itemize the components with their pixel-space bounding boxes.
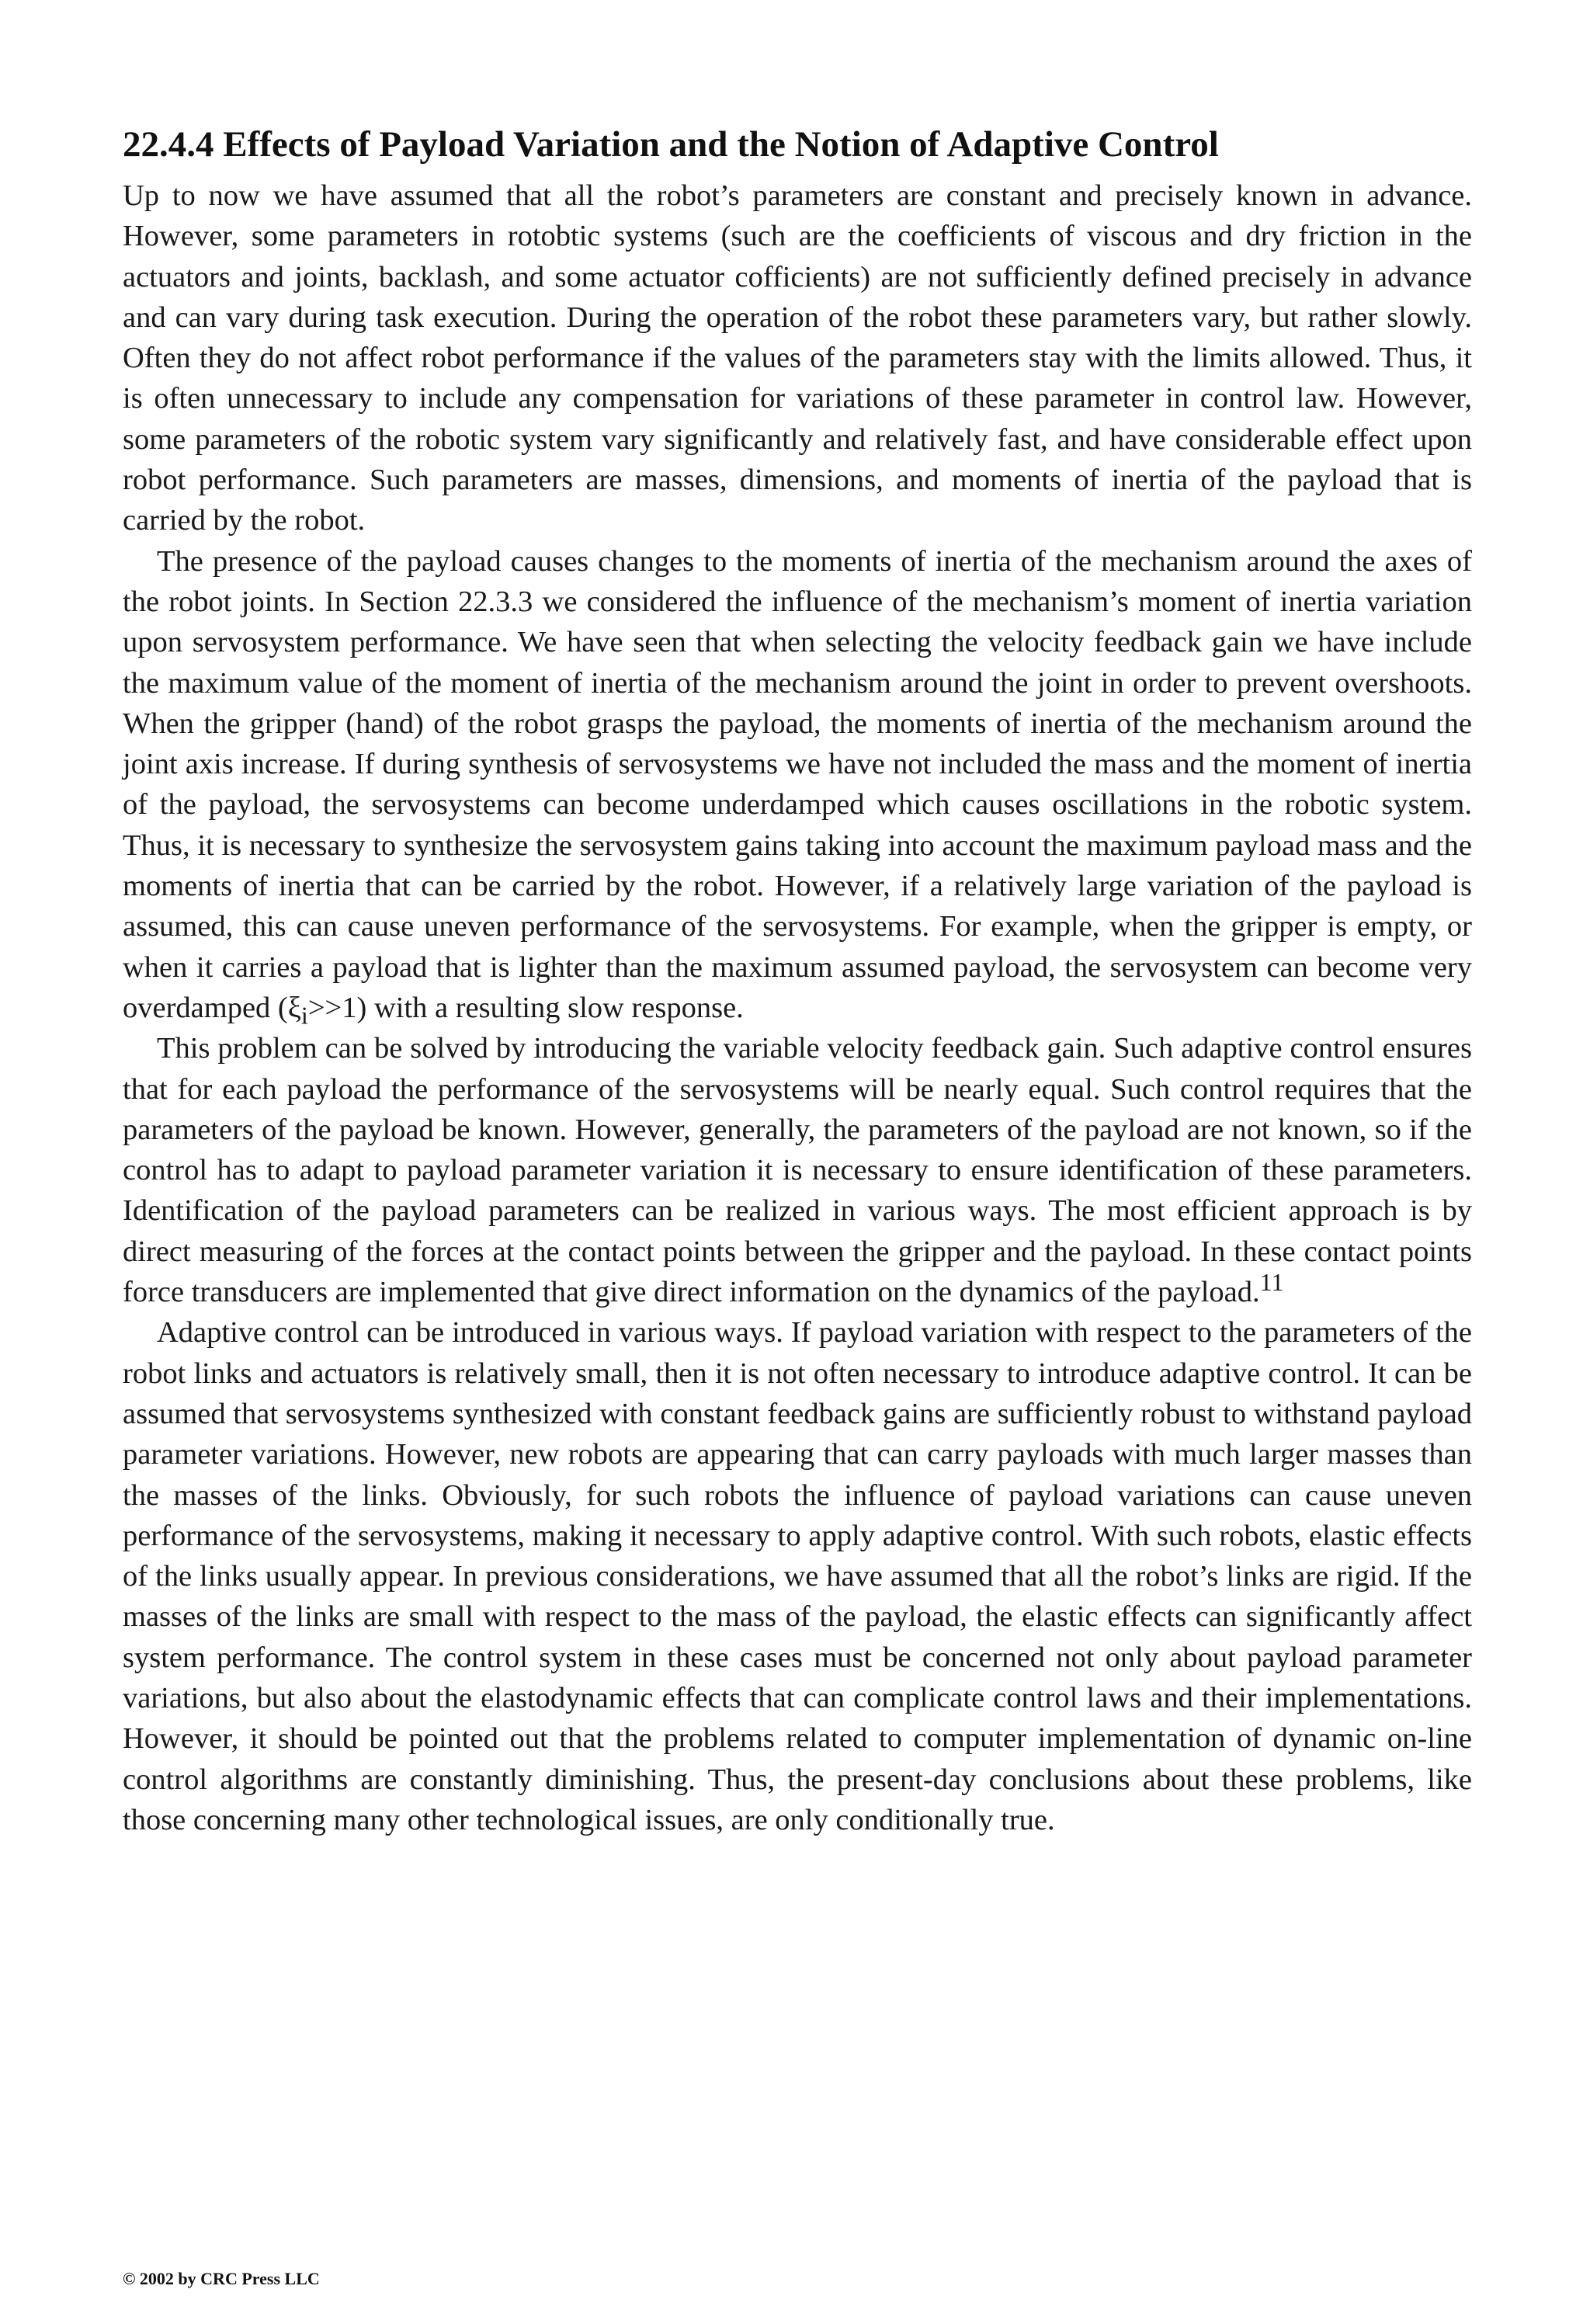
document-page: [123, 123, 1472, 1840]
paragraph-3-text: This problem can be solved by introducing the variable velocity feedback gain. Such adaptive control ensures that for each payload the performance of the servosystems will be nearly equal. Such control requires that the parameters of the payload be known. However, generally, the parameters of the payload are not known, so if the control has to adapt to payload parameter variation it is necessary to ensure identification of these parameters. Identification of the payload parameters can be realized in various ways. The most efficient approach is by direct measuring of the forces at the contact points between the gripper and the payload. In these contact points force transducers are implemented that give direct information on the dynamics of the payload.: [123, 1032, 1472, 1309]
damping-ratio-subscript: i: [300, 1001, 308, 1030]
paragraph-2: [123, 541, 1472, 1029]
paragraph-3: [123, 1028, 1472, 1312]
footnote-reference: 11: [1259, 1268, 1284, 1297]
paragraph-2-text-after: >>1) with a resulting slow response.: [307, 991, 744, 1024]
copyright-footer: © 2002 by CRC Press LLC: [123, 2269, 320, 2288]
paragraph-2-text-before: The presence of the payload causes changes to the moments of inertia of the mechanism around the axes of the robot joints. In Section 22.3.3 we considered the influence of the mechanism’s moment of inertia variation upon servosystem performance. We have seen that when selecting the velocity feedback gain we have include the maximum value of the moment of inertia of the mechanism around the joint in order to prevent overshoots. When the gripper (hand) of the robot grasps the payload, the moments of inertia of the mechanism around the joint axis increase. If during synthesis of servosystems we have not included the mass and the moment of inertia of the payload, the servosystems can become underdamped which causes oscillations in the robotic system. Thus, it is necessary to synthesize the servosystem gains taking into account the maximum payload mass and the moments of inertia that can be carried by the robot. However, if a relatively large variation of the payload is assumed, this can cause uneven performance of the servosystems. For example, when the gripper is empty, or when it carries a payload that is lighter than the maximum assumed payload, the servosystem can become very overdamped (: [123, 544, 1472, 1024]
paragraph-1: Up to now we have assumed that all the robot’s parameters are constant and precisely known in advance. However, some parameters in rotobtic systems (such are the coefficients of viscous and dry friction in the actuators and joints, backlash, and some actuator cofficients) are not sufficiently defined precisely in advance and can vary during task execution. During the operation of the robot these parameters vary, but rather slowly. Often they do not affect robot performance if the values of the parameters stay with the limits allowed. Thus, it is often unnecessary to include any compensation for variations of these parameter in control law. However, some parameters of the robotic system vary significantly and relatively fast, and have considerable effect upon robot performance. Such parameters are masses, dimensions, and moments of inertia of the payload that is carried by the robot.: [123, 179, 1472, 537]
paragraph-4: Adaptive control can be introduced in various ways. If payload variation with respect to the parameters of the robot links and actuators is relatively small, then it is not often necessary to introduce adaptive control. It can be assumed that servosystems synthesized with constant feedback gains are sufficiently robust to withstand payload parameter variations. However, new robots are appearing that can carry payloads with much larger masses than the masses of the links. Obviously, for such robots the influence of payload variations can cause uneven performance of the servosystems, making it necessary to apply adaptive control. With such robots, elastic effects of the links usually appear. In previous considerations, we have assumed that all the robot’s links are rigid. If the masses of the links are small with respect to the mass of the payload, the elastic effects can significantly affect system performance. The control system in these cases must be concerned not only about payload parameter variations, but also about the elastodynamic effects that can complicate control laws and their implementations. However, it should be pointed out that the problems related to computer implementation of dynamic on-line control algorithms are constantly diminishing. Thus, the present-day conclusions about these problems, like those concerning many other technological issues, are only conditionally true.: [123, 1316, 1472, 1836]
section-heading: 22.4.4 Effects of Payload Variation and the Notion of Adaptive Control: [123, 124, 1219, 165]
damping-ratio-symbol: ξ: [287, 991, 301, 1024]
